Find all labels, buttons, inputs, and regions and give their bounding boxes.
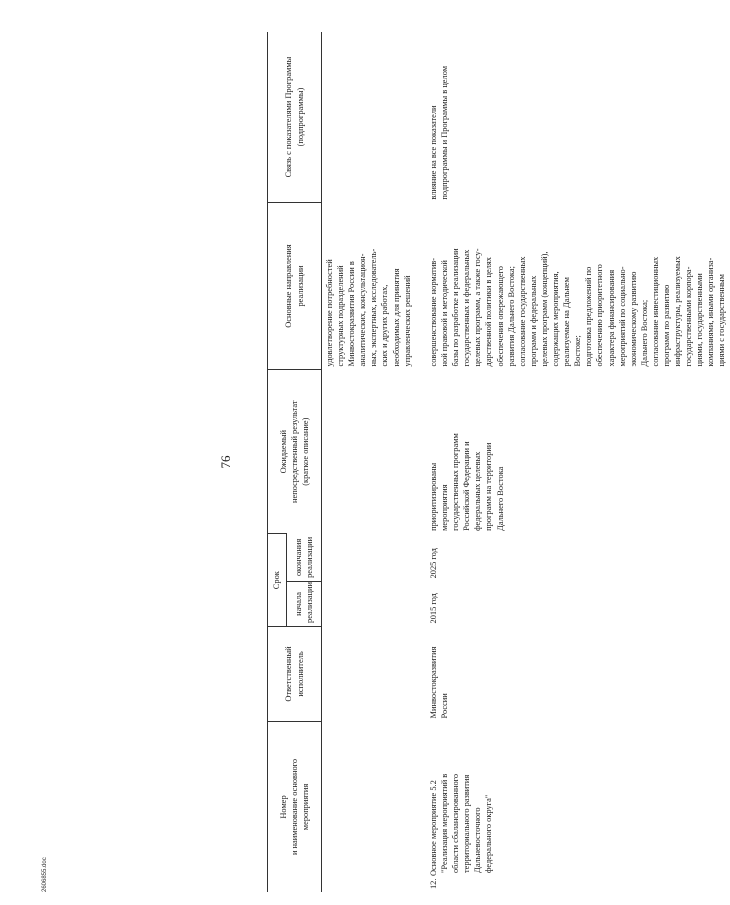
rotated-page (22, 32, 727, 892)
header-number-name: Номер и наименование основного мероприятия (268, 721, 322, 892)
header-main-directions: Основные направления реализации (268, 203, 322, 370)
header-responsible: Ответственный исполнитель (268, 626, 322, 721)
continuation-directions: удовлетворение потребностей структурных подразделений Минвостокразвития России в аналитических, консультацион- ных, экспертных, исследователь- ских и других работах, необходимых для принятия управленческих решений (325, 248, 412, 367)
table-row-12 (426, 32, 730, 892)
header-program-link: Связь с показателями Программы (подпрограммы) (268, 32, 322, 203)
page-number: 76 (218, 455, 233, 469)
row12-start: 2015 год (429, 593, 438, 624)
header-expected-result: Ожидаемый непосредственный результат (краткое описание) (268, 369, 322, 533)
header-end: окончания реализации (287, 534, 322, 582)
row12-end: 2025 год (429, 548, 438, 579)
row12-expected-result: приоритизированы мероприятия государственных программ Российской Федерации и федеральных целевых программ на территории Дальнего Востока (429, 433, 505, 531)
row12-program-link: влияние на все показатели подпрограммы и Программы в целом (429, 65, 450, 200)
row12-number: 12. (429, 878, 438, 889)
row12-responsible: Минвостокразвития России (429, 646, 450, 719)
measures-table (267, 32, 730, 892)
header-start: начала реализации (287, 581, 322, 626)
header-srok: Срок (268, 534, 287, 627)
row12-directions: совершенствование норматив- ной правовой и методической базы по разработке и реализации государственных и федеральных целевых программ, а также госу- дарственной политики в целях обеспечения опережающего развития Дальнего Востока; согласование государственных программ и федеральных целевых программ (концепций), содержащих мероприятия, реализуемые на Дальнем Востоке; подготовка предложений по обеспечению приоритетного характера финансирования мероприятий по социально- экономическому развитию Дальнего Востока; согласование инвестиционных программ по развитию инфраструктуры, реализуемых государственными корпора- циями, государственными компаниями, иными организа- циями с государственным (429, 248, 727, 367)
row12-title: 12.Основное мероприятие 5.2 "Реализация мероприятий в области сбалансированного территориального развития Дальневосточного федерального округа" (429, 773, 494, 889)
table-row-continuation (322, 32, 427, 892)
document-id: 2606855.doc (42, 857, 48, 892)
